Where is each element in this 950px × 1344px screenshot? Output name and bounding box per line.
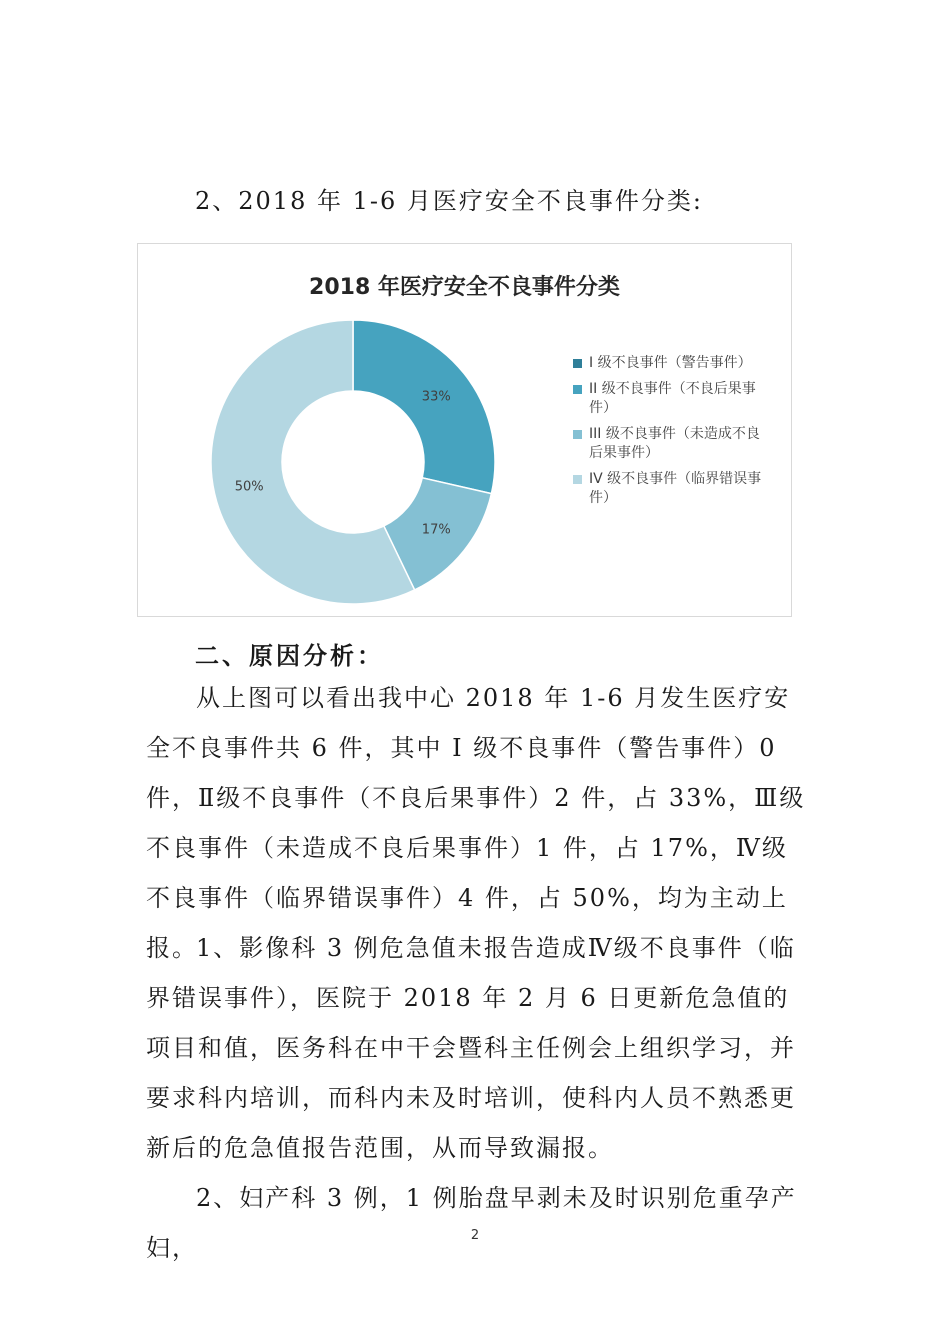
legend-item [573, 425, 783, 463]
legend-label: 后果事件） [589, 445, 659, 461]
donut-slice [353, 320, 495, 494]
legend-label: II 级不良事件（不良后果事 [589, 381, 756, 397]
legend-swatch [573, 385, 582, 394]
slice-label: 33% [421, 389, 451, 405]
section-heading: 二、原因分析： [195, 642, 384, 670]
page-number: 2 [470, 1228, 480, 1243]
legend-swatch [573, 359, 582, 368]
legend-item [573, 380, 783, 418]
legend-label: 件） [589, 490, 617, 506]
legend-label: 件） [589, 400, 617, 416]
legend-item [573, 354, 783, 373]
legend-label: I 级不良事件（警告事件） [589, 355, 752, 371]
legend-swatch [573, 475, 582, 484]
legend-item [573, 470, 783, 508]
chart-title: 2018 年医疗安全不良事件分类 [309, 275, 620, 300]
slice-label: 50% [234, 479, 264, 495]
slice-label: 17% [421, 522, 451, 538]
chart-legend [573, 354, 783, 515]
legend-swatch [573, 430, 582, 439]
legend-label: IV 级不良事件（临界错误事 [589, 471, 762, 487]
paragraph-obstetrics: 2、妇产科 3 例，1 例胎盘早剥未及时识别危重孕产妇， [146, 1184, 797, 1262]
paragraph-imaging: 1、影像科 3 例危急值未报告造成Ⅳ级不良事件（临界错误事件），医院于 2018 年 2 月 6 日更新危急值的项目和值，医务科在中干会暨科主任例会上组织学习，并要求科内培训，而科内未及时培训，使科内人员不熟悉更新后的危急值报告范围，从而导致漏报。 [146, 934, 796, 1162]
legend-label: III 级不良事件（未造成不良 [589, 426, 760, 442]
paragraph-analysis: 从上图可以看出我中心 2018 年 1-6 月发生医疗安全不良事件共 6 件，其中 Ⅰ 级不良事件（警告事件）0 件，Ⅱ级不良事件（不良后果事件）2 件，占 33%，Ⅲ级不良事件（未造成不良后果事件）1 件，占 17%，Ⅳ级不良事件（临界错误事件）4 件，占 50%，均为主动上报。 [146, 684, 806, 962]
chart-container [137, 243, 792, 617]
section-label: 2、2018 年 1-6 月医疗安全不良事件分类: [195, 187, 703, 215]
